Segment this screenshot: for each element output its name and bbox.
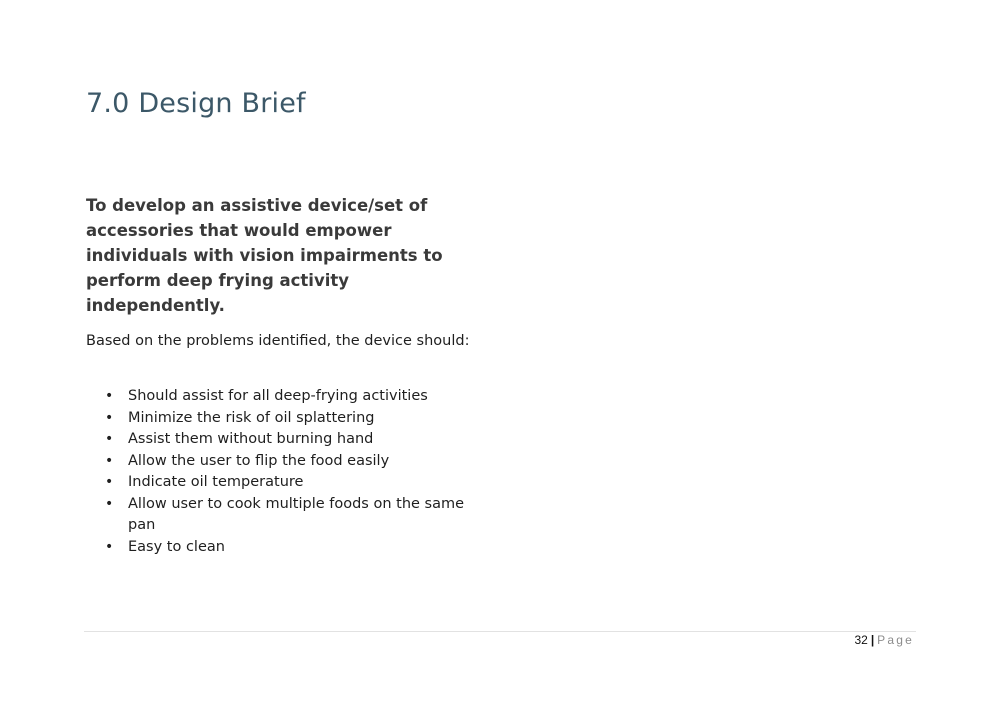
list-item-text: Allow user to cook multiple foods on the same pan (128, 495, 465, 533)
section-title: 7.0 Design Brief (86, 88, 306, 119)
bullet-icon: • (105, 474, 114, 490)
list-item (86, 472, 468, 494)
list-item-text: Allow the user to flip the food easily (128, 452, 390, 469)
footer-divider (84, 631, 916, 632)
bullet-icon: • (105, 388, 114, 404)
footer-separator: | (870, 633, 875, 647)
list-item-text: Minimize the risk of oil splattering (128, 409, 375, 426)
list-item-text: Easy to clean (128, 538, 225, 555)
list-item-text: Assist them without burning hand (128, 431, 374, 447)
list-item (86, 386, 468, 408)
list-item (86, 494, 468, 537)
page-number: 32 (854, 633, 868, 647)
requirements-intro: Based on the problems identified, the device should: (86, 333, 470, 349)
page-label: Page (877, 633, 914, 647)
bullet-icon: • (105, 452, 114, 469)
list-item-text: Indicate oil temperature (128, 474, 304, 490)
page-footer (854, 633, 914, 647)
bullet-icon: • (105, 431, 114, 447)
list-item (86, 408, 468, 430)
bullet-icon: • (105, 495, 114, 512)
list-item (86, 451, 468, 473)
bullet-icon: • (105, 538, 114, 555)
requirements-list (86, 386, 486, 558)
list-item-text: Should assist for all deep-frying activities (128, 388, 428, 404)
list-item (86, 429, 468, 451)
bullet-icon: • (105, 409, 114, 426)
design-brief-statement: To develop an assistive device/set of accessories that would empower individuals with vision impairments to perform deep frying activity independently. (86, 196, 443, 315)
list-item (86, 537, 468, 559)
